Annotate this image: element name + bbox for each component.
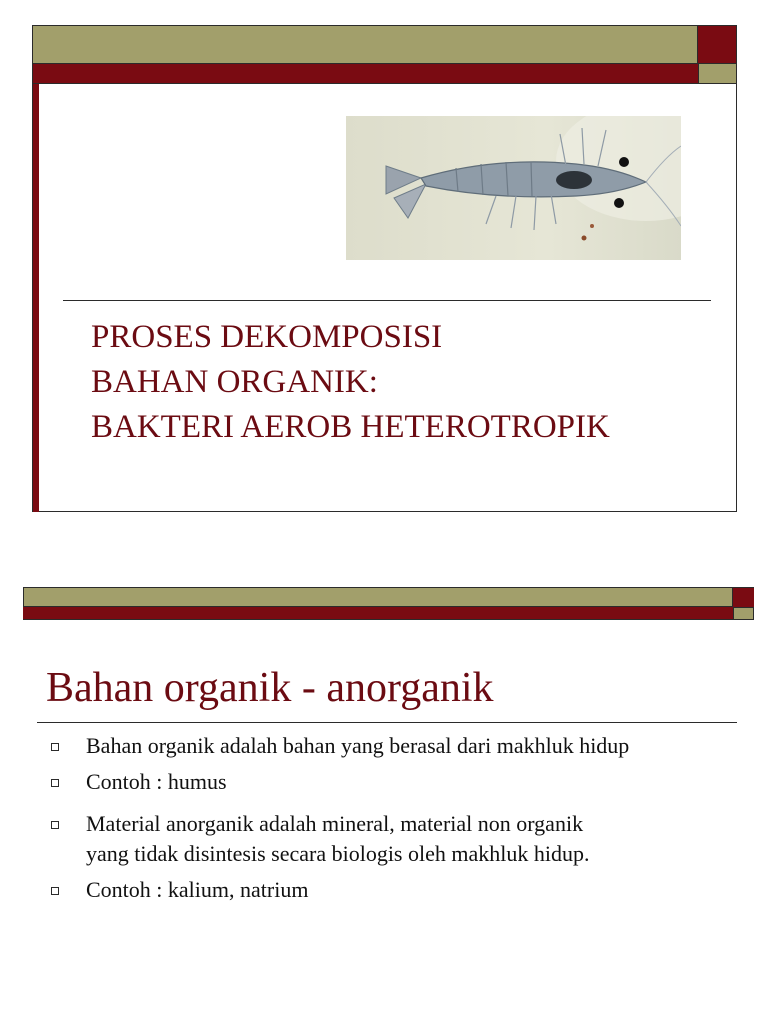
square-bullet-icon [51, 779, 59, 787]
heading-divider [37, 722, 737, 723]
content-slide [23, 587, 754, 1024]
bullet-text-line-2: yang tidak disintesis secara biologis oleh makhluk hidup. [86, 841, 590, 866]
title-slide [32, 25, 737, 512]
header-olive-band [23, 587, 733, 607]
bullet-item [23, 771, 754, 805]
shrimp-illustration [346, 116, 681, 260]
bullet-text: Bahan organik adalah bahan yang berasal dari makhluk hidup [86, 733, 630, 758]
header-red-square [698, 26, 736, 64]
bullet-item [23, 879, 754, 913]
title-divider [63, 300, 711, 301]
title-line-2: BAHAN ORGANIK: [91, 364, 378, 400]
square-bullet-icon [51, 887, 59, 895]
bullet-item [23, 813, 754, 873]
title-line-3: BAKTERI AEROB HETEROTROPIK [91, 409, 610, 445]
bullet-text: Contoh : humus [86, 769, 227, 794]
header-olive-square [698, 64, 736, 84]
bullet-text-line-1: Material anorganik adalah mineral, material non organik [86, 811, 584, 836]
bullet-text: Contoh : kalium, natrium [86, 877, 309, 902]
header-olive-square [733, 607, 754, 620]
header-red-band [23, 607, 733, 620]
square-bullet-icon [51, 821, 59, 829]
slide-heading: Bahan organik - anorganik [46, 665, 494, 711]
left-accent-bar [33, 84, 39, 512]
header-red-band [33, 64, 698, 84]
header-olive-band [33, 26, 698, 64]
title-line-1: PROSES DEKOMPOSISI [91, 319, 443, 355]
bullet-item [23, 735, 754, 769]
header-red-square [733, 587, 754, 607]
shrimp-photo [346, 116, 681, 260]
square-bullet-icon [51, 743, 59, 751]
